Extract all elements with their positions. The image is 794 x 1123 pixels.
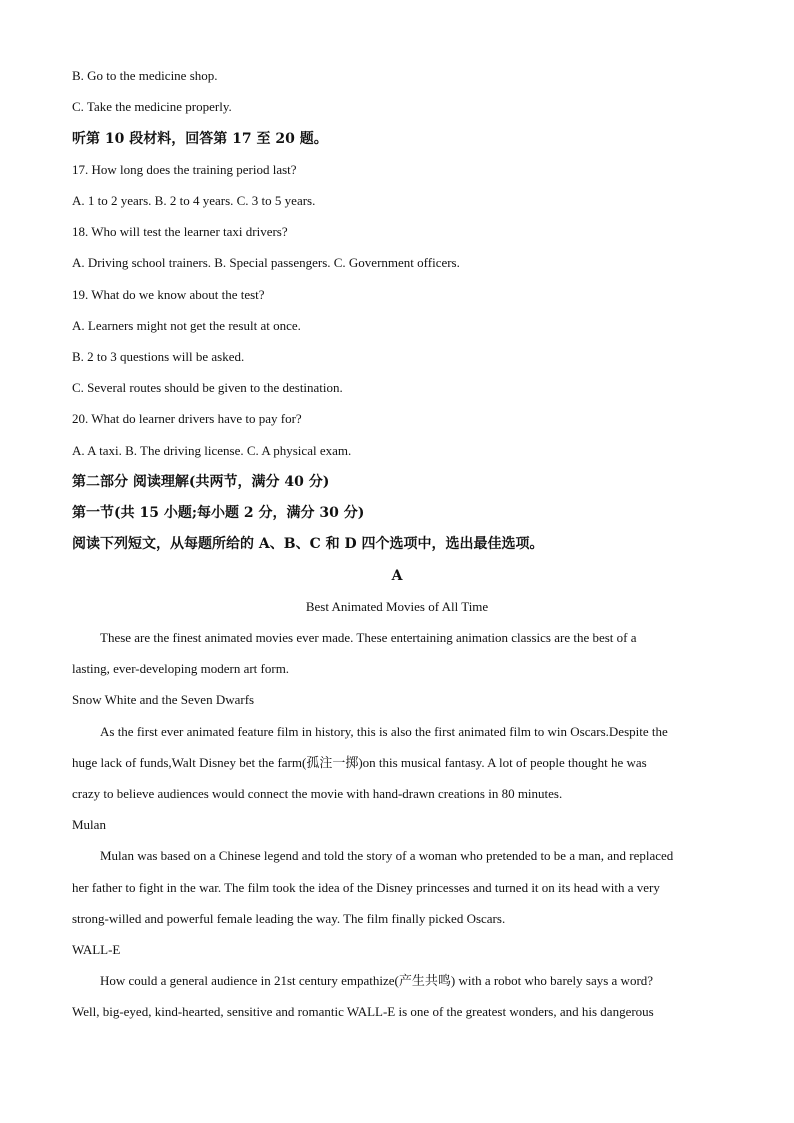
question-18-options: A. Driving school trainers. B. Special passengers. C. Government officers. bbox=[72, 255, 460, 270]
movie-title-snow-white: Snow White and the Seven Dwarfs bbox=[72, 692, 255, 707]
passage-label: A bbox=[391, 568, 403, 584]
reading-instruction: 阅读下列短文，从每题所给的 A、B、C 和 D 四个选项中，选出最佳选项。 bbox=[72, 536, 544, 552]
mulan-line-1: Mulan was based on a Chinese legend and told the story of a woman who pretended to be a man, and replaced bbox=[100, 848, 674, 863]
section-one-heading: 第一节(共 15 小题;每小题 2 分，满分 30 分) bbox=[72, 505, 365, 521]
question-17-options: A. 1 to 2 years. B. 2 to 4 years. C. 3 to 5 years. bbox=[72, 193, 316, 208]
question-19-option-c: C. Several routes should be given to the destination. bbox=[72, 380, 343, 395]
movie-title-mulan: Mulan bbox=[72, 817, 106, 832]
question-17: 17. How long does the training period last? bbox=[72, 162, 297, 177]
question-19-option-b: B. 2 to 3 questions will be asked. bbox=[72, 349, 245, 364]
snow-white-line-3: crazy to believe audiences would connect the movie with hand-drawn creations in 80 minutes. bbox=[72, 786, 563, 801]
intro-paragraph-line-1: These are the finest animated movies ever made. These entertaining animation classics are the best of a bbox=[100, 630, 637, 645]
section-10-instruction: 听第 10 段材料，回答第 17 至 20 题。 bbox=[72, 131, 328, 147]
mulan-line-3: strong-willed and powerful female leading the way. The film finally picked Oscars. bbox=[72, 911, 506, 926]
question-18: 18. Who will test the learner taxi drivers? bbox=[72, 224, 288, 239]
part-two-heading: 第二部分 阅读理解(共两节，满分 40 分) bbox=[72, 474, 330, 490]
question-20-options: A. A taxi. B. The driving license. C. A physical exam. bbox=[72, 443, 352, 458]
option-b-medicine-shop: B. Go to the medicine shop. bbox=[72, 68, 218, 83]
snow-white-line-1: As the first ever animated feature film in history, this is also the first animated film to win Oscars.Despite the bbox=[100, 724, 668, 739]
option-c-take-medicine: C. Take the medicine properly. bbox=[72, 99, 232, 114]
question-19: 19. What do we know about the test? bbox=[72, 287, 265, 302]
passage-title: Best Animated Movies of All Time bbox=[305, 599, 489, 614]
intro-paragraph-line-2: lasting, ever-developing modern art form. bbox=[72, 661, 290, 676]
movie-title-wall-e: WALL-E bbox=[72, 942, 121, 957]
snow-white-line-2: huge lack of funds,Walt Disney bet the farm(孤注一掷)on this musical fantasy. A lot of people thought he was bbox=[72, 755, 647, 770]
wall-e-line-2: Well, big-eyed, kind-hearted, sensitive and romantic WALL-E is one of the greatest wonders, and his dangerous bbox=[72, 1004, 654, 1019]
mulan-line-2: her father to fight in the war. The film took the idea of the Disney princesses and turned it on its head with a very bbox=[72, 880, 660, 895]
question-19-option-a: A. Learners might not get the result at once. bbox=[72, 318, 301, 333]
wall-e-line-1: How could a general audience in 21st century empathize(产生共鸣) with a robot who barely says a word? bbox=[100, 973, 654, 988]
question-20: 20. What do learner drivers have to pay for? bbox=[72, 411, 302, 426]
